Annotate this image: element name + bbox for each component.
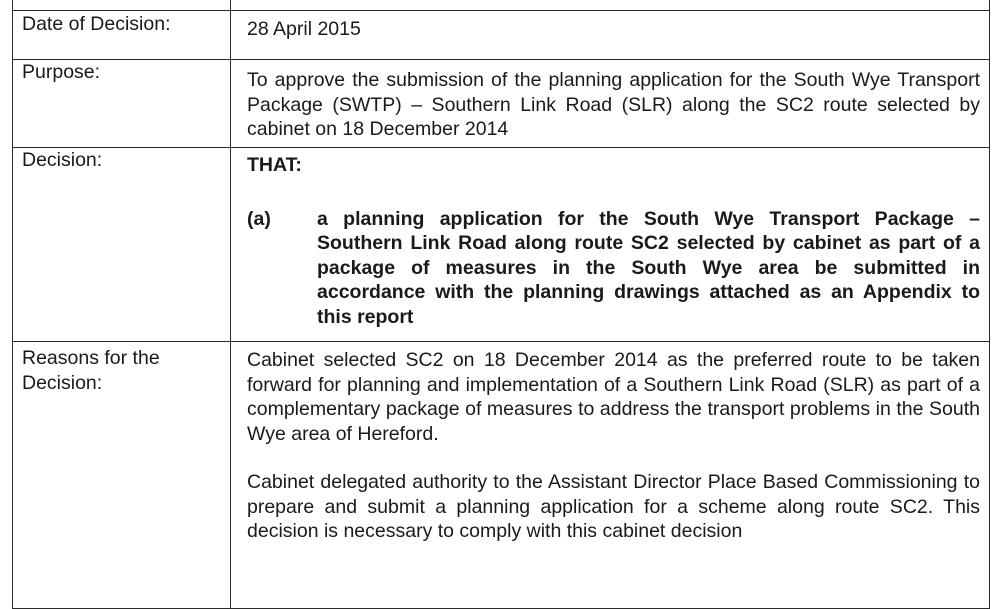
resolution-text: a planning application for the South Wye Transport Package – Southern Link Road along route SC2 selected by cabinet as part of a package of measures in the South Wye area be submitted in accordance with the planning drawings attached as an Appendix to this report <box>317 207 980 328</box>
decision-record-table <box>12 0 990 609</box>
resolution-item-a <box>247 207 980 330</box>
table-row-date-of-decision <box>13 11 990 60</box>
reasons-label: Reasons for the Decision: <box>22 347 160 394</box>
date-of-decision-value: 28 April 2015 <box>247 18 361 40</box>
date-label-cell <box>13 11 231 60</box>
table-row-reasons <box>13 342 990 609</box>
cutoff-value-cell <box>231 0 990 11</box>
decision-label-cell <box>13 148 231 342</box>
reasons-paragraph-1: Cabinet selected SC2 on 18 December 2014 as the preferred route to be taken forward for planning and implementation of a Southern Link Road (SLR) as part of a complementary package of measures to address the transport problems in the South Wye area of Hereford. <box>247 349 980 445</box>
reasons-value-cell <box>231 342 990 609</box>
purpose-label-cell <box>13 60 231 148</box>
purpose-text: To approve the submission of the planning application for the South Wye Transport Package (SWTP) – Southern Link Road (SLR) along the SC2 route selected by cabinet on 18 December 2014 <box>247 69 980 140</box>
table-row-purpose <box>13 60 990 148</box>
decision-label: Decision: <box>22 149 103 171</box>
purpose-value-cell <box>231 60 990 148</box>
table-row-decision <box>13 148 990 342</box>
purpose-label: Purpose: <box>22 61 101 83</box>
table-row-top-cutoff <box>13 0 990 11</box>
cutoff-label-cell <box>13 0 231 11</box>
date-of-decision-label: Date of Decision: <box>22 13 171 35</box>
decision-intro: THAT: <box>247 154 302 176</box>
reasons-label-cell <box>13 342 231 609</box>
reasons-paragraph-2: Cabinet delegated authority to the Assistant Director Place Based Commissioning to prepare and submit a planning application for a scheme along route SC2. This decision is necessary to comply with this cabinet decision <box>247 471 980 542</box>
date-value-cell <box>231 11 990 60</box>
resolution-marker: (a) <box>247 207 271 230</box>
decision-value-cell <box>231 148 990 342</box>
